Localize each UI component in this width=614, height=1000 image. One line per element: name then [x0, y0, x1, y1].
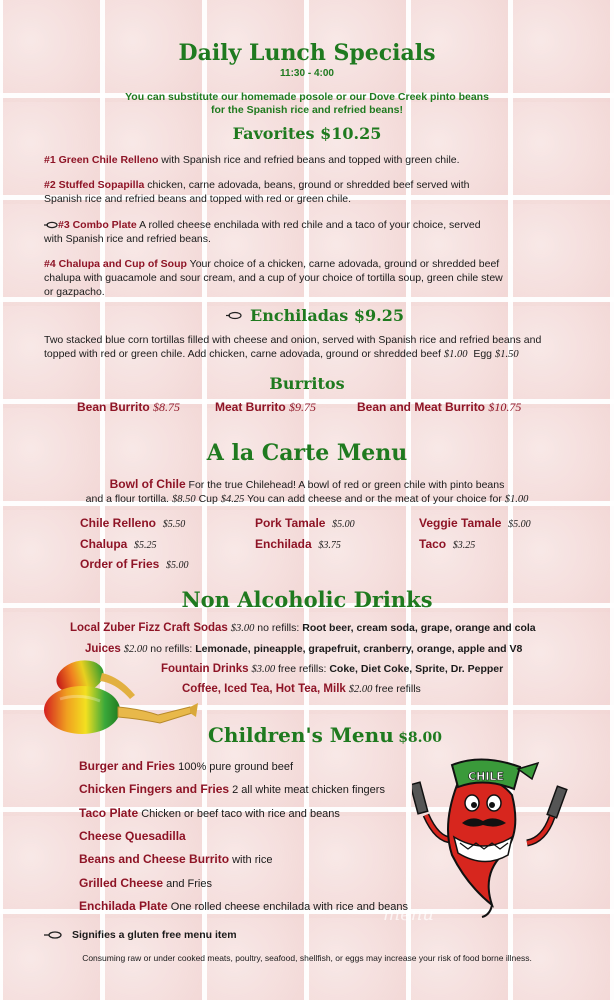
alacarte-item: [80, 537, 157, 551]
gluten-free-legend: [44, 929, 237, 941]
alacarte-item: [419, 516, 531, 530]
item-price: $9.75: [289, 400, 317, 414]
bowl-of-chile-line-1: [0, 477, 614, 492]
item-desc-2: Spanish rice and refried beans and topped with red or green chile.: [44, 193, 352, 205]
favorites-item-3: [44, 218, 584, 246]
favorites-item-1: [44, 153, 584, 167]
item-desc: One rolled cheese enchilada with rice and beans: [167, 901, 409, 913]
gluten-free-icon: [44, 930, 62, 940]
drink-price: $2.00: [123, 644, 148, 655]
enchiladas-line-1: Two stacked blue corn tortillas filled with cheese and onion, served with Spanish rice and refried beans and: [44, 334, 542, 346]
substitute-note-2: for the Spanish rice and refried beans!: [211, 104, 403, 116]
item-desc-2: with Spanish rice and refried beans.: [44, 233, 211, 245]
chile-mascot-illustration: [412, 745, 577, 920]
item-name: #1 Green Chile Relleno: [44, 154, 159, 166]
favorites-heading: Favorites $10.25: [232, 124, 382, 143]
item-name: Veggie Tamale: [419, 516, 502, 530]
maracas-illustration: [40, 655, 200, 750]
item-name: Pork Tamale: [255, 516, 326, 530]
alacarte-item: [255, 537, 341, 551]
item-name: Chile Relleno: [80, 516, 157, 530]
alacarte-item: [80, 557, 189, 571]
cup-label: Cup: [195, 493, 221, 505]
item-desc: and Fries: [163, 878, 212, 890]
item-name: Cheese Quesadilla: [79, 829, 186, 843]
enchiladas-heading: Enchiladas $9.25: [250, 306, 404, 325]
drink-name: Fountain Drinks: [161, 663, 249, 675]
drink-name: Coffee, Iced Tea, Hot Tea, Milk: [182, 683, 346, 695]
item-name: Enchilada: [255, 537, 312, 551]
hours: 11:30 - 4:00: [280, 68, 334, 79]
favorites-item-2: [44, 178, 584, 206]
drink-name: Juices: [85, 643, 121, 655]
item-desc: 2 all white meat chicken fingers: [229, 784, 385, 796]
item-desc: chicken, carne adovada, beans, ground or shredded beef served with: [144, 179, 470, 191]
add-price: $1.00: [504, 494, 529, 505]
food-safety-disclaimer: Consuming raw or under cooked meats, poultry, seafood, shellfish, or eggs may increase your risk of food borne illness.: [82, 953, 532, 963]
substitute-note-1: You can substitute our homemade posole or our Dove Creek pinto beans: [125, 91, 489, 103]
mascot-hat-text: CHILE: [468, 770, 504, 783]
item-price: $5.00: [332, 519, 355, 530]
item-price: $5.25: [134, 540, 157, 551]
item-desc: Chicken or beef taco with rice and beans: [138, 808, 340, 820]
favorites-item-4: [44, 257, 589, 299]
bowl-desc: For the true Chilehead! A bowl of red or green chile with pinto beans: [185, 479, 505, 491]
addon-price: $1.00: [443, 349, 468, 360]
burrito-item-1: [77, 400, 180, 415]
item-price: $10.75: [488, 400, 522, 414]
item-name: Beans and Cheese Burrito: [79, 852, 230, 866]
bowl-price: $8.50: [172, 494, 196, 505]
gluten-free-note: Signifies a gluten free menu item: [72, 929, 237, 941]
item-name: Chicken Fingers and Fries: [79, 782, 230, 796]
item-desc-2: chalupa with guacamole and sour cream, and a cup of your choice of tortilla soup, green chile stew: [44, 272, 503, 284]
alacarte-item: [80, 516, 185, 530]
drink-detail: Root beer, cream soda, grape, orange and cola: [302, 622, 536, 634]
children-item: [79, 782, 385, 796]
drink-item: [70, 622, 536, 634]
drink-price: $2.00: [348, 684, 373, 695]
drink-detail: Coke, Diet Coke, Sprite, Dr. Pepper: [329, 663, 504, 675]
enchiladas-desc: [44, 333, 594, 362]
watermark: menu: [383, 904, 434, 925]
drink-item: [182, 683, 421, 695]
children-heading-row: [208, 723, 442, 747]
drink-price: $3.00: [230, 623, 255, 634]
item-name: Burger and Fries: [79, 759, 176, 773]
item-desc: Your choice of a chicken, carne adovada, ground or shredded beef: [186, 258, 500, 270]
gluten-free-icon: [226, 311, 242, 320]
children-item: [79, 829, 186, 843]
item-price: $5.00: [166, 560, 189, 571]
children-price: $8.00: [398, 730, 443, 746]
gluten-free-icon: [44, 221, 58, 229]
enchiladas-heading-row: [226, 306, 404, 325]
item-desc: 100% pure ground beef: [175, 761, 294, 773]
item-desc-3: or gazpacho.: [44, 286, 105, 298]
drink-detail: Lemonade, pineapple, grapefruit, cranberry, orange, apple and V8: [195, 643, 523, 655]
children-item: [79, 806, 340, 820]
children-item: [79, 876, 212, 890]
item-desc: A rolled cheese enchilada with red chile and a taco of your choice, served: [136, 219, 481, 231]
item-name: Meat Burrito: [215, 400, 286, 414]
item-name: #2 Stuffed Sopapilla: [44, 179, 145, 191]
drink-price: $3.00: [251, 664, 276, 675]
alacarte-heading: A la Carte Menu: [206, 440, 408, 466]
drink-item: [85, 643, 522, 655]
drink-note: no refills:: [147, 643, 196, 655]
item-desc: with rice: [229, 854, 273, 866]
burrito-item-3: [357, 400, 521, 415]
bowl-desc-2b: You can add cheese and or the meat of your choice for: [244, 493, 505, 505]
children-item: [79, 852, 272, 866]
alacarte-item: [255, 516, 355, 530]
item-name: Enchilada Plate: [79, 899, 168, 913]
egg-price: $1.50: [494, 349, 519, 360]
drink-name: Local Zuber Fizz Craft Sodas: [70, 622, 228, 634]
item-price: $5.00: [508, 519, 531, 530]
children-item: [79, 759, 293, 773]
children-item: [79, 899, 408, 913]
drink-item: [161, 663, 503, 675]
cup-price: $4.25: [220, 494, 245, 505]
drink-note: free refills: [372, 683, 421, 695]
item-name: Taco Plate: [79, 806, 139, 820]
alacarte-item: [419, 537, 475, 551]
item-name: Chalupa: [80, 537, 128, 551]
drink-note: no refills:: [254, 622, 303, 634]
bowl-desc-2a: and a flour tortilla.: [85, 493, 173, 505]
item-name: #3 Combo Plate: [58, 219, 137, 231]
burritos-heading: Burritos: [269, 374, 345, 393]
children-heading: Children's Menu: [208, 723, 394, 747]
item-price: $8.75: [153, 400, 181, 414]
drink-note: free refills:: [275, 663, 330, 675]
item-price: $3.25: [452, 540, 476, 551]
item-name: Order of Fries: [80, 557, 160, 571]
bowl-name: Bowl of Chile: [109, 477, 186, 491]
item-price: $5.50: [162, 519, 186, 530]
item-name: Bean Burrito: [77, 400, 150, 414]
page-title: Daily Lunch Specials: [178, 40, 436, 66]
enchiladas-line-2: topped with red or green chile. Add chicken, carne adovada, ground or shredded beef: [44, 348, 444, 360]
item-name: #4 Chalupa and Cup of Soup: [44, 258, 187, 270]
item-name: Taco: [419, 537, 447, 551]
drinks-heading: Non Alcoholic Drinks: [181, 587, 433, 612]
item-name: Grilled Cheese: [79, 876, 164, 890]
egg-label: Egg: [473, 348, 493, 360]
item-desc: with Spanish rice and refried beans and topped with green chile.: [158, 154, 460, 166]
item-name: Bean and Meat Burrito: [357, 400, 486, 414]
bowl-of-chile-line-2: [0, 492, 614, 507]
burrito-item-2: [215, 400, 316, 415]
item-price: $3.75: [318, 540, 341, 551]
